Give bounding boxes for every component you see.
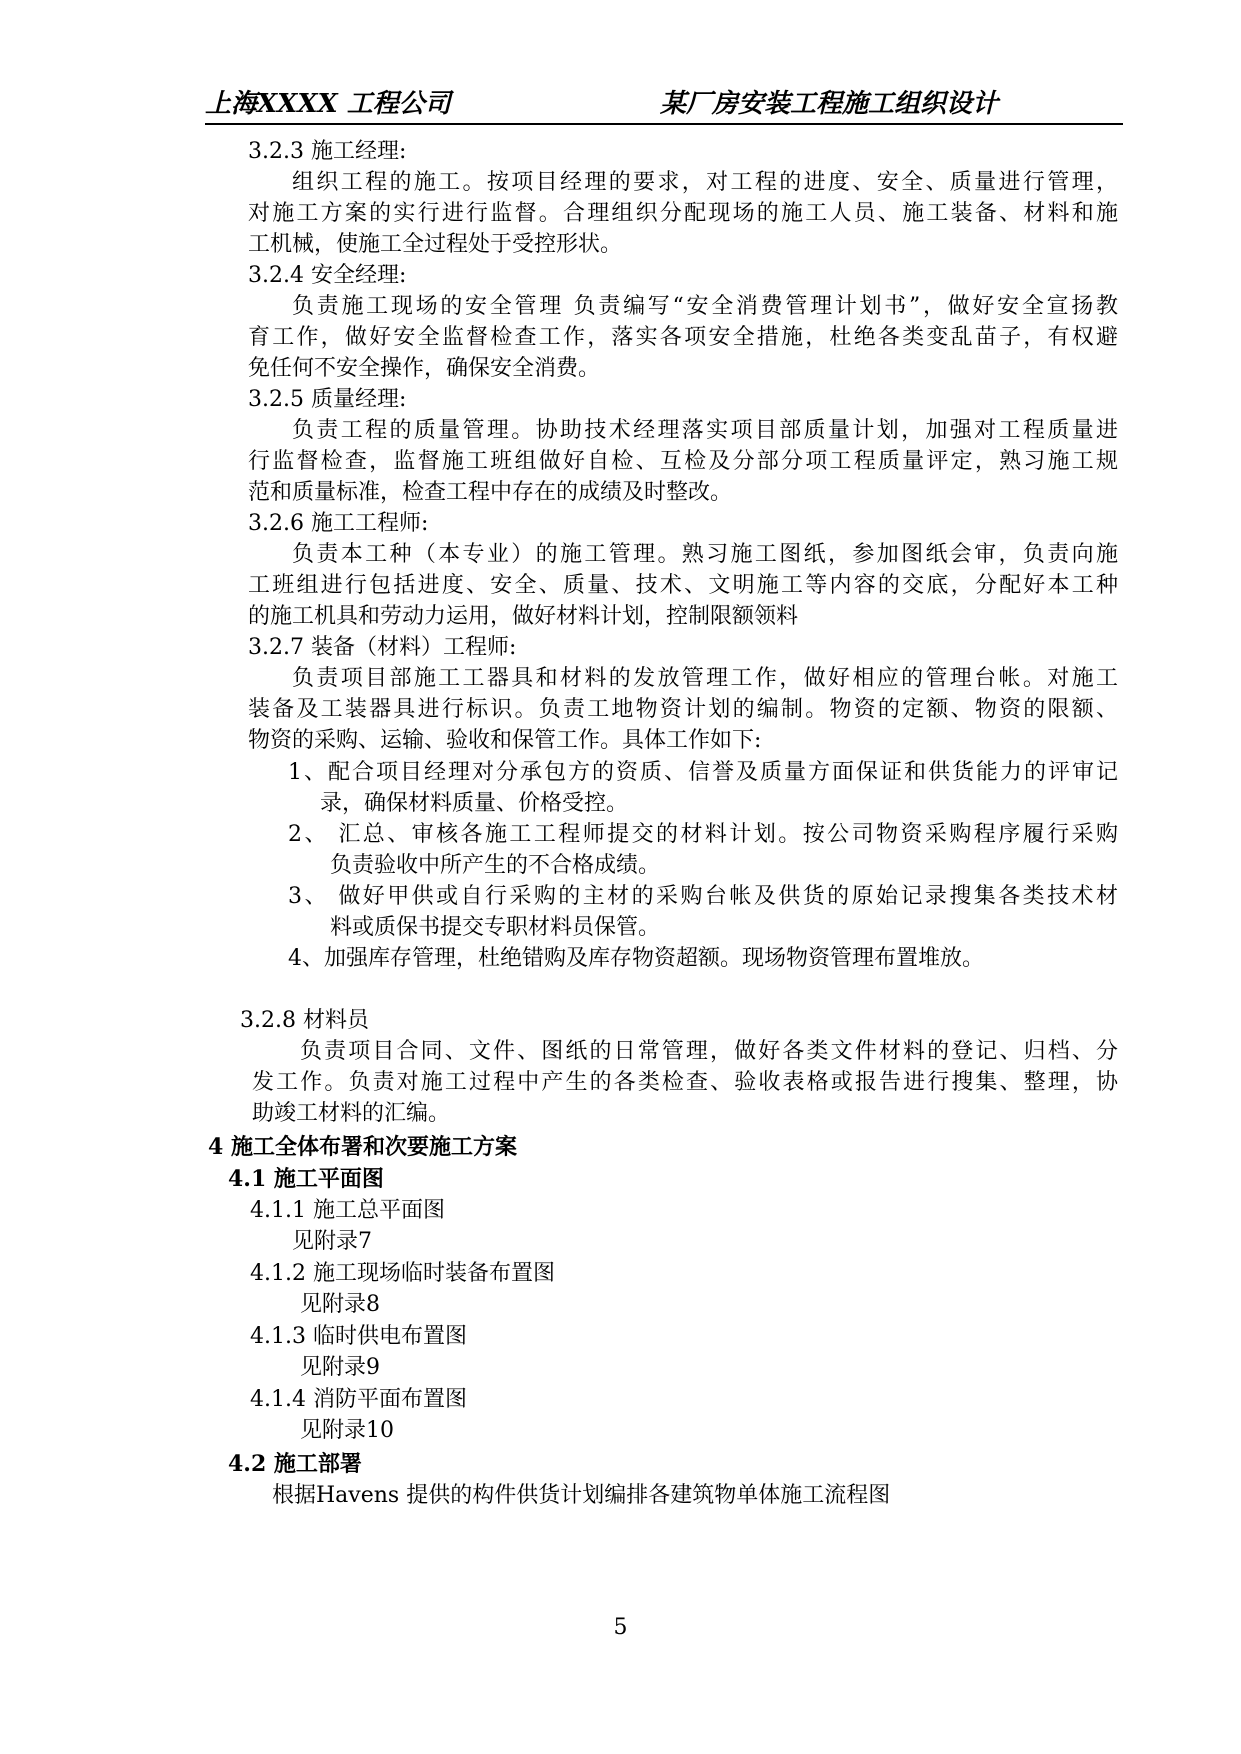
section-3-2-3-heading: 3.2.3 施工经理: <box>248 139 407 164</box>
section-3-2-7-line-2: 装备及工装器具进行标识。负责工地物资计划的编制。物资的定额、物资的限额、 <box>248 697 1118 722</box>
section-4-1-3-title: 4.1.3 临时供电布置图 <box>250 1324 467 1349</box>
section-4-2-heading: 4.2 施工部署 <box>228 1451 362 1477</box>
section-4-1-2-title: 4.1.2 施工现场临时装备布置图 <box>250 1261 555 1286</box>
section-4-heading: 4 施工全体布署和次要施工方案 <box>208 1134 517 1160</box>
list-item-3-line-2: 料或质保书提交专职材料员保管。 <box>330 915 661 940</box>
section-3-2-5-heading: 3.2.5 质量经理: <box>248 387 407 412</box>
section-3-2-3-line-3: 工机械，使施工全过程处于受控形状。 <box>248 232 623 257</box>
section-4-1-2-ref: 见附录8 <box>300 1292 380 1317</box>
section-4-1-3-ref: 见附录9 <box>300 1355 380 1380</box>
list-item-2-line-1: 2、 汇总、审核各施工工程师提交的材料计划。按公司物资采购程序履行采购 <box>288 822 1118 847</box>
section-3-2-4-line-2: 育工作，做好安全监督检查工作，落实各项安全措施，杜绝各类变乱苗子，有权避 <box>248 325 1118 350</box>
section-3-2-4-line-1: 负责施工现场的安全管理 负责编写“安全消费管理计划书”，做好安全宣扬教 <box>292 294 1118 319</box>
section-3-2-5-line-1: 负责工程的质量管理。协助技术经理落实项目部质量计划，加强对工程质量进 <box>292 418 1118 443</box>
section-3-2-4-heading: 3.2.4 安全经理: <box>248 263 407 288</box>
section-3-2-6-line-1: 负责本工种（本专业）的施工管理。熟习施工图纸，参加图纸会审，负责向施 <box>292 542 1118 567</box>
section-3-2-7-line-3: 物资的采购、运输、验收和保管工作。具体工作如下: <box>248 728 762 753</box>
section-3-2-8-line-3: 助竣工材料的汇编。 <box>252 1101 451 1126</box>
list-item-3-line-1: 3、 做好甲供或自行采购的主材的采购台帐及供货的原始记录搜集各类技术材 <box>288 884 1118 909</box>
section-3-2-5-line-2: 行监督检查，监督施工班组做好自检、互检及分部分项工程质量评定，熟习施工规 <box>248 449 1118 474</box>
section-3-2-4-line-3: 免任何不安全操作，确保安全消费。 <box>248 356 601 381</box>
section-3-2-7-heading: 3.2.7 装备（材料）工程师: <box>248 635 517 660</box>
section-3-2-5-line-3: 范和质量标准，检查工程中存在的成绩及时整改。 <box>248 480 733 505</box>
section-4-1-1-ref: 见附录7 <box>292 1229 372 1254</box>
section-4-1-heading: 4.1 施工平面图 <box>228 1166 384 1192</box>
list-item-1-line-2: 录，确保材料质量、价格受控。 <box>320 791 629 816</box>
section-4-1-4-ref: 见附录10 <box>300 1418 394 1443</box>
header-doc-title: 某厂房安装工程施工组织设计 <box>660 89 999 119</box>
header-rule <box>205 123 1123 125</box>
list-item-4-line-1: 4、加强库存管理，杜绝错购及库存物资超额。现场物资管理布置堆放。 <box>288 946 984 971</box>
list-item-2-line-2: 负责验收中所产生的不合格成绩。 <box>330 853 661 878</box>
section-3-2-6-line-2: 工班组进行包括进度、安全、质量、技术、文明施工等内容的交底，分配好本工种 <box>248 573 1118 598</box>
section-3-2-6-heading: 3.2.6 施工工程师: <box>248 511 429 536</box>
section-3-2-3-line-1: 组织工程的施工。按项目经理的要求，对工程的进度、安全、质量进行管理， <box>292 170 1118 195</box>
section-3-2-3-line-2: 对施工方案的实行进行监督。合理组织分配现场的施工人员、施工装备、材料和施 <box>248 201 1118 226</box>
section-4-2-text: 根据Havens 提供的构件供货计划编排各建筑物单体施工流程图 <box>272 1483 891 1508</box>
list-item-1-line-1: 1、配合项目经理对分承包方的资质、信誉及质量方面保证和供货能力的评审记 <box>288 760 1118 785</box>
section-3-2-7-line-1: 负责项目部施工工器具和材料的发放管理工作，做好相应的管理台帐。对施工 <box>292 666 1118 691</box>
section-3-2-8-line-1: 负责项目合同、文件、图纸的日常管理，做好各类文件材料的登记、归档、分 <box>300 1039 1118 1064</box>
header-company: 上海XXXX 工程公司 <box>205 89 451 119</box>
section-4-1-4-title: 4.1.4 消防平面布置图 <box>250 1387 467 1412</box>
page-header <box>205 86 1123 122</box>
section-4-1-1-title: 4.1.1 施工总平面图 <box>250 1198 445 1223</box>
section-3-2-6-line-3: 的施工机具和劳动力运用，做好材料计划，控制限额领料 <box>248 604 799 629</box>
page-number: 5 <box>613 1615 628 1640</box>
section-3-2-8-heading: 3.2.8 材料员 <box>240 1008 369 1033</box>
section-3-2-8-line-2: 发工作。负责对施工过程中产生的各类检查、验收表格或报告进行搜集、整理，协 <box>252 1070 1118 1095</box>
